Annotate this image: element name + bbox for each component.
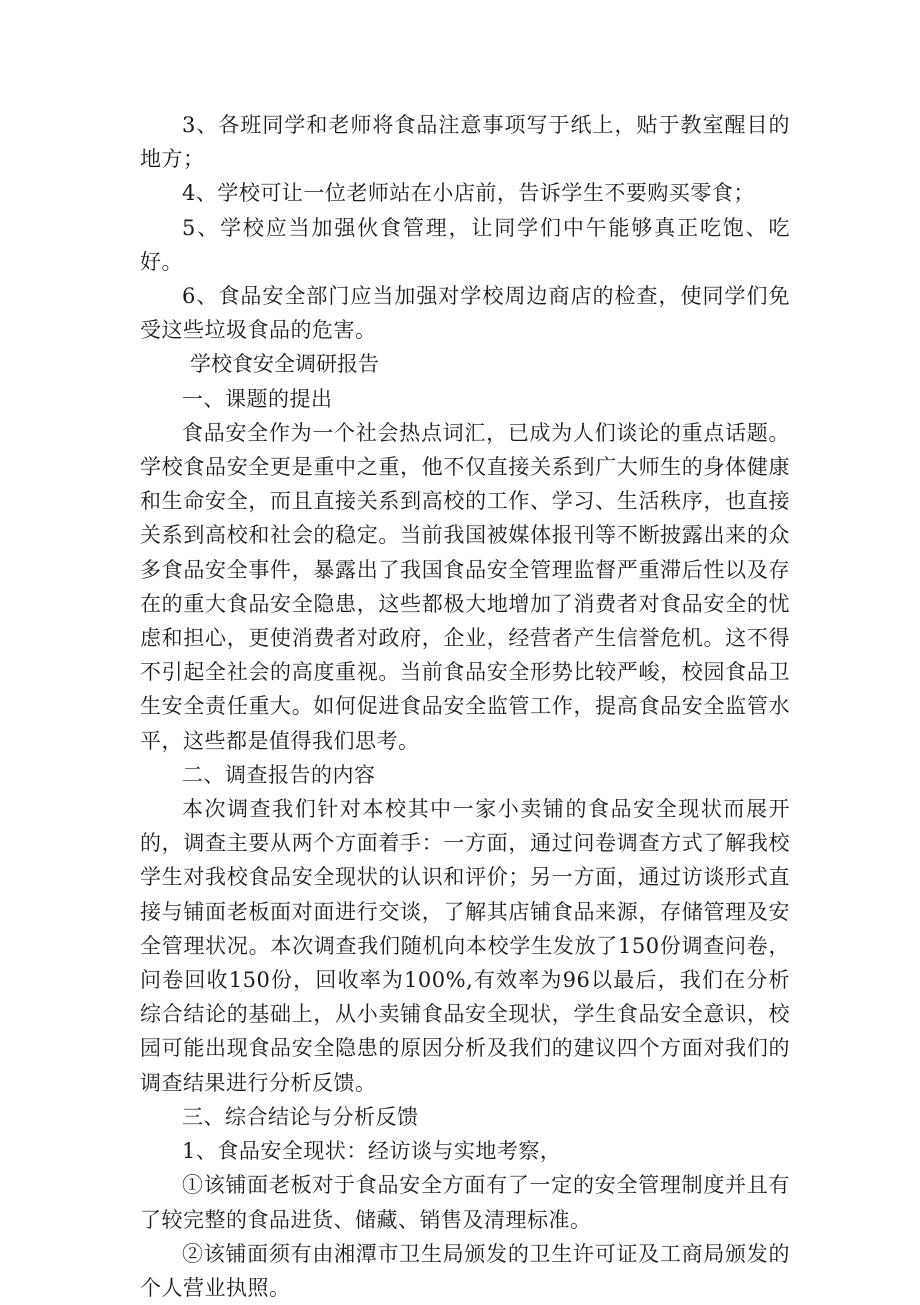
document-page <box>140 108 790 1305</box>
section-2-body: 本次调查我们针对本校其中一家小卖铺的食品安全现状而展开的，调查主要从两个方面着手：一方面，通过问卷调查方式了解我校学生对我校食品安全现状的认识和评价；另一方面，通过访谈形式直接与铺面老板面对面进行交谈，了解其店铺食品来源，存储管理及安全管理状况。本次调查我们随机向本校学生发放了150份调查问卷，问卷回收150份，回收率为100%,有效率为96以最后，我们在分析综合结论的基础上，从小卖铺食品安全现状，学生食品安全意识，校园可能出现食品安全隐患的原因分析及我们的建议四个方面对我们的调查结果进行分析反馈。 <box>140 797 790 1095</box>
report-title: 学校食安全调研报告 <box>190 352 379 377</box>
section-1-heading: 一、课题的提出 <box>182 386 333 411</box>
list-item-3: 3、各班同学和老师将食品注意事项写于纸上，贴于教室醒目的地方； <box>140 113 790 172</box>
list-item-5: 5、学校应当加强伙食管理，让同学们中午能够真正吃饱、吃好。 <box>140 215 790 274</box>
section-2-heading: 二、调查报告的内容 <box>182 762 376 787</box>
section-1-body: 食品安全作为一个社会热点词汇，已成为人们谈论的重点话题。学校食品安全更是重中之重，他不仅直接关系到广大师生的身体健康和生命安全，而且直接关系到高校的工作、学习、生活秩序，也直接关系到高校和社会的稳定。当前我国被媒体报刊等不断披露出来的众多食品安全事件，暴露出了我国食品安全管理监督严重滞后性以及存在的重大食品安全隐患，这些都极大地增加了消费者对食品安全的忧虑和担心，更使消费者对政府，企业，经营者产生信誉危机。这不得不引起全社会的高度重视。当前食品安全形势比较严峻，校园食品卫生安全责任重大。如何促进食品安全监管工作，提高食品安全监管水平，这些都是值得我们思考。 <box>140 420 790 753</box>
list-item-4: 4、学校可让一位老师站在小店前，告诉学生不要购买零食； <box>182 181 755 206</box>
section-3-point-1: ①该铺面老板对于食品安全方面有了一定的安全管理制度并且有了较完整的食品进货、储藏、销售及清理标准。 <box>140 1173 790 1232</box>
section-3-subheading-1: 1、食品安全现状：经访谈与实地考察， <box>182 1139 562 1164</box>
section-3-point-2: ②该铺面须有由湘潭市卫生局颁发的卫生许可证及工商局颁发的个人营业执照。 <box>140 1241 790 1300</box>
section-3-heading: 三、综合结论与分析反馈 <box>182 1104 419 1129</box>
list-item-6: 6、食品安全部门应当加强对学校周边商店的检查，使同学们免受这些垃圾食品的危害。 <box>140 284 790 343</box>
